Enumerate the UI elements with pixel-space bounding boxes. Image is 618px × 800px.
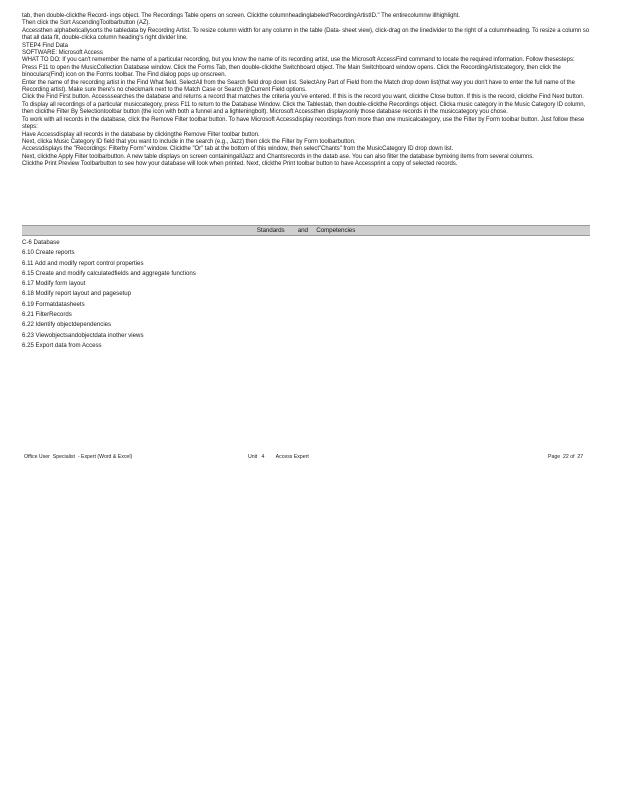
footer-course-title: Office User Specialist - Expert (Word & Excel) [24, 454, 133, 460]
competency-item: 6.10 Create reports [22, 249, 75, 257]
instruction-line: Next, clicka Music Category ID field that you want to include in the search (e.g., Jazz) then click the Filter by Form toolbarbutton. [22, 138, 356, 145]
instruction-line: Have Accessdisplay all records in the database by clickingthe Remove Filter toolbar button. [22, 131, 260, 138]
competency-item: 6.19 Formatdatasheets [22, 300, 85, 308]
standards-heading: Standards and Competencies [256, 227, 356, 234]
instruction-line: Enter the name of the recording artist in the Find What field. SelectAll from the Search field drop down list. SelectAny Part of Field from the Match drop down list(that way you don't have to enter the full name of the Recording artist). Make sure there's no checkmark next to the Match Case or Search @Current Field options. [22, 79, 575, 94]
competency-item: 6.25 Export data from Access [22, 341, 102, 349]
competency-item: 6.18 Modify report layout and pagesetup [22, 290, 132, 298]
competency-item: 6.17 Modify form layout [22, 280, 86, 288]
instruction-line: Clickthe Print Preview Toolbarbutton to see how your database will look when printed. Next, clickthe Print toolbar button to have Accessprint a copy of selected records. [22, 161, 458, 168]
instruction-line: To display all recordings of a particular musiccategory, press F11 to return to the Database Window. Click the Tablestab, then double-clickthe Recordings object. Clicka music category in the Music Category ID column, then clickthe Filter By Selectiontoolbar button (the icon with both a funnel and a lighteningbolt). Microsoft Accessthen displaysonly those database records in the musiccategory you chose. [22, 101, 586, 116]
page-footer [0, 453, 618, 463]
instructions-block [22, 13, 590, 169]
instruction-line: Click the Find First button. Accesssearches the database and returns a record that matches the criteria you've entered. If this is the record you want, clickthe Close button. If this is the record, clickthe Find Next button. [22, 94, 584, 101]
step-heading: STEP4 Find Data [22, 42, 68, 49]
instruction-line: Next, clickthe Apply Filter toolbarbutton. A new table displays on screen containingallJazz and Chantsrecords in the datab ase. You can also filter the database bymixing items from several columns. [22, 153, 534, 160]
instruction-line: tab, then double-clickthe Record- ings object. The Recordings Table opens on screen. Clickthe columnheadinglabeled'RecordingArtistID." The entirecolumnw illhighlight. [22, 13, 460, 19]
competency-item: 6.23 Viewobjectsandobjectdata inother views [22, 331, 144, 339]
software-label: SOFTWARE: Microsoft Access [22, 50, 103, 57]
instruction-line: Press F11 to open the MusicCollection Database window. Click the Forms Tab, then double-clickthe Switchboard object. The Main Switchboard window opens. Click the RecordingArtistcategory, then click the binoculars(Find) icon on the Forms toolbar. The Find dialog pops up onscreen. [22, 64, 561, 79]
instruction-line: Accessdisplays the "Recordings: Filterby Form" window. Clickthe "Or" tab at the bottom of this window, then select"Chants" from the MusicCategory ID drop down list. [22, 146, 454, 153]
footer-unit: Unit 4 Access Expert [248, 454, 309, 460]
competency-item: 6.11 Add and modify report control properties [22, 259, 144, 267]
instruction-line: Accessthen alphabeticallysorts the tabledata by Recording Artist. To resize column width for any column in the table (Data- sheet view), click-drag on the linedivider to the right of a columnheading. To resize a column so that all data fit, double-clicka column heading's right divider line. [22, 27, 590, 42]
competency-item: 6.21 FilterRecords [22, 311, 72, 319]
competency-item: 6.15 Create and modify calculatedfields and aggregate functions [22, 269, 196, 277]
footer-page-number: Page 22 of 27 [548, 454, 584, 460]
standards-heading-band [22, 225, 590, 236]
competencies-list [22, 238, 322, 351]
competency-category: C-6 Database [22, 239, 60, 246]
instruction-line: Then click the Sort AscendingToolbarbutton (AZ). [22, 20, 151, 27]
instruction-line: To work with all records in the database, click the Remove Filter toolbar button. To have Microsoft Accessdisplay recordings from more than one musicalcategory, use the Filter by Form toolbar button. Just follow these steps: [22, 116, 585, 131]
instruction-line: WHAT TO DO: If you can't remember the name of a particular recording, but you know the name of its recording artist, use the Microsoft AccessFind command to locate the required information. Follow thesesteps: [22, 57, 575, 64]
competency-item: 6.22 Identify objectdependencies [22, 321, 112, 329]
